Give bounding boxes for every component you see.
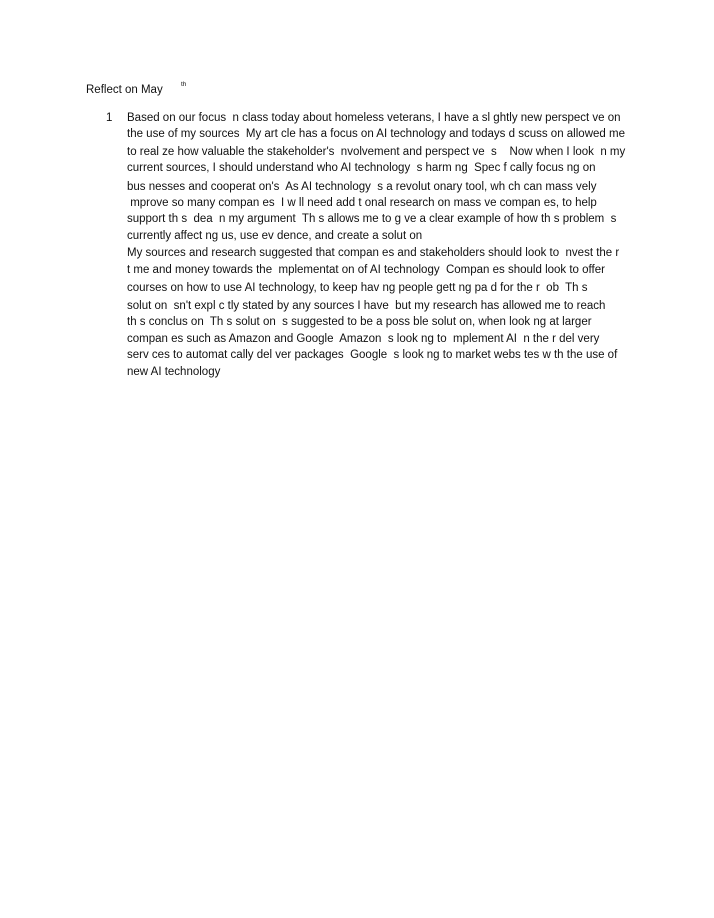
paragraph-line: Based on our focus n class today about homeless veterans, I have a sl ghtly new perspect ve on [127,112,621,124]
paragraph-line: courses on how to use AI technology, to keep hav ng people gett ng pa d for the r ob Th s [127,282,588,294]
paragraph-line: mprove so many compan es I w ll need add t onal research on mass ve compan es, to help [127,197,597,209]
paragraph-line: to real ze how valuable the stakeholder's nvolvement and perspect ve s Now when I look n my [127,146,626,158]
paragraph-line: support th s dea n my argument Th s allows me to g ve a clear example of how th s problem s [127,213,617,225]
paragraph-line: the use of my sources My art cle has a focus on AI technology and todays d scuss on allowed me [127,128,625,140]
list-number: 1 [106,112,113,124]
reflection-heading [86,81,187,98]
paragraph-line: current sources, I should understand who AI technology s harm ng Spec f cally focus ng on [127,162,596,174]
paragraph-line: t me and money towards the mplementat on of AI technology Compan es should look to offer [127,264,605,276]
paragraph-line: compan es such as Amazon and Google Amazon s look ng to mplement AI n the r del very [127,333,600,345]
paragraph-line: currently affect ng us, use ev dence, and create a solut on [127,230,423,242]
paragraph-line: solut on sn't expl c tly stated by any sources I have but my research has allowed me to reach [127,300,606,312]
paragraph-line: serv ces to automat cally del ver packages Google s look ng to market webs tes w th the use of [127,349,618,361]
paragraph-line: new AI technology [127,366,221,378]
paragraph-line: th s conclus on Th s solut on s suggested to be a poss ble solut on, when look ng at larger [127,316,592,328]
paragraph-line: bus nesses and cooperat on's As AI technology s a revolut onary tool, wh ch can mass vely [127,181,597,193]
heading-text: Reflect on May [86,84,163,96]
heading-superscript: th [181,81,187,88]
paragraph-line: My sources and research suggested that compan es and stakeholders should look to nvest the r [127,247,620,259]
